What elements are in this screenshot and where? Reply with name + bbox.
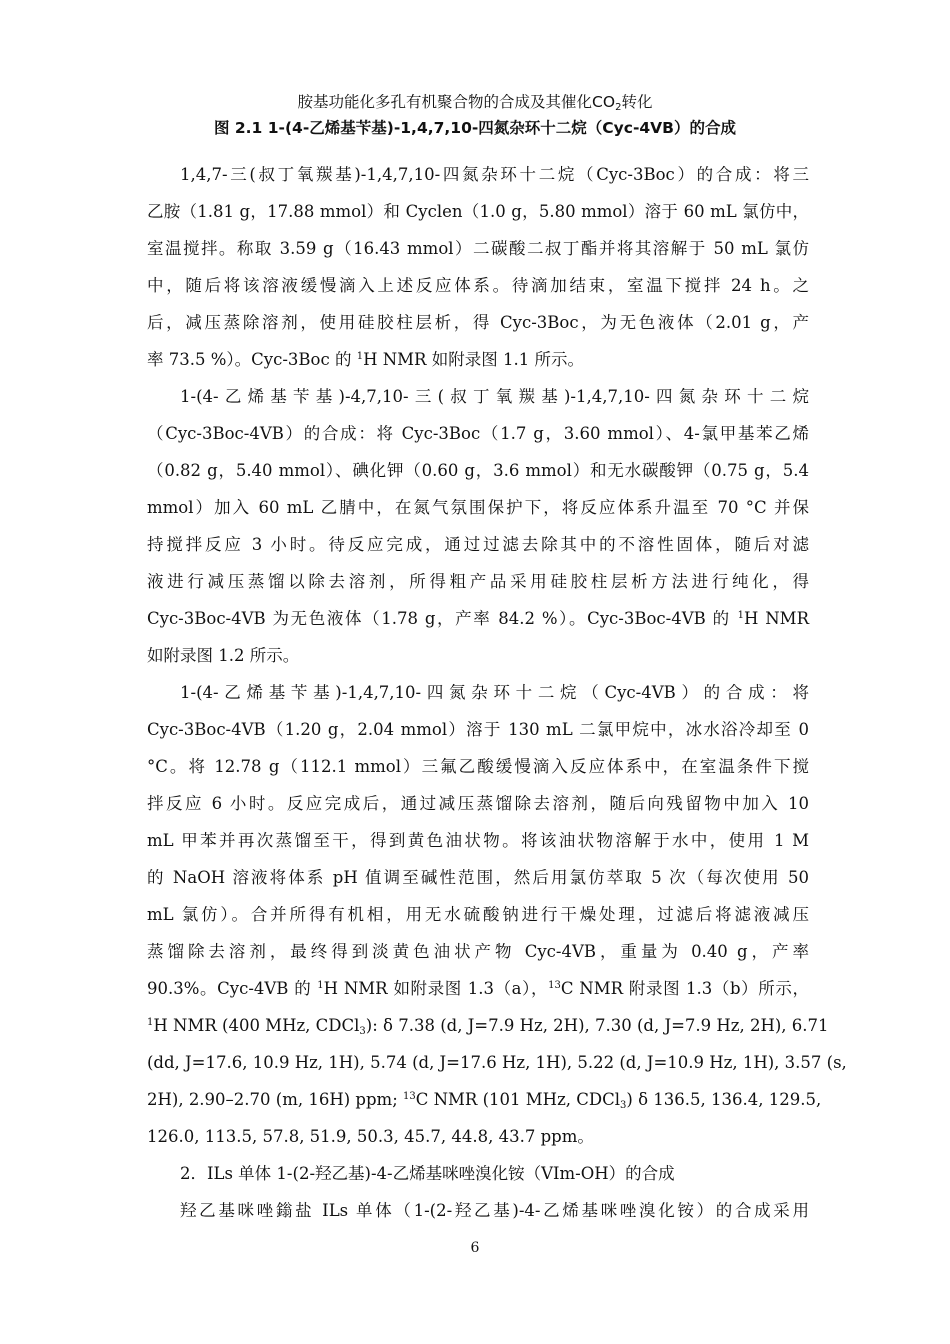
- text-line: [180, 164, 809, 186]
- line-text: 拌反应 6 小时。反应完成后，通过减压蒸馏除去溶剂，随后向残留物中加入 10: [147, 794, 809, 813]
- line-text: 率 73.5 %）。Cyc-3Boc 的: [147, 350, 357, 369]
- text-line: [147, 756, 809, 778]
- text-line: [147, 645, 809, 667]
- line-text: Cyc-3Boc-4VB（1.20 g，2.04 mmol）溶于 130 mL 二氯甲烷中，冰水浴冷却至 0: [147, 720, 809, 739]
- text-line: [147, 1015, 829, 1037]
- page-number: 6: [470, 1240, 480, 1256]
- line-text: 乙胺（1.81 g，17.88 mmol）和 Cyclen（1.0 g，5.80 mmol）溶于 60 mL 氯仿中，: [147, 202, 809, 221]
- text-line: [147, 534, 809, 556]
- line-text: H NMR: [743, 609, 809, 628]
- line-text: 后，减压蒸除溶剂，使用硅胶柱层析，得 Cyc-3Boc，为无色液体（2.01 g，产: [147, 313, 809, 332]
- superscript: 1: [356, 351, 364, 362]
- header-title-pre: 胺基功能化多孔有机聚合物的合成及其催化CO: [297, 93, 616, 111]
- text-line: [147, 1052, 847, 1074]
- text-line: [147, 460, 809, 482]
- superscript: 1: [147, 1017, 154, 1028]
- line-text: 的 NaOH 溶液将体系 pH 值调至碱性范围，然后用氯仿萃取 5 次（每次使用 50: [147, 868, 809, 887]
- text-line: [147, 275, 809, 297]
- text-line: [147, 201, 809, 223]
- line-text: 室温搅拌。称取 3.59 g（16.43 mmol）二碳酸二叔丁酯并将其溶解于 50 mL 氯仿: [147, 239, 809, 258]
- figure-caption: 图 2.1 1-(4-乙烯基苄基)-1,4,7,10-四氮杂环十二烷（Cyc-4VB）的合成: [213, 119, 736, 137]
- text-line: [147, 904, 809, 926]
- text-line: [147, 497, 809, 519]
- superscript: 13: [548, 980, 561, 991]
- line-text: (dd, J=17.6, 10.9 Hz, 1H), 5.74 (d, J=17.6 Hz, 1H), 5.22 (d, J=10.9 Hz, 1H), 3.57 (s,: [147, 1053, 847, 1072]
- superscript: 1: [737, 610, 744, 621]
- header-title-post: 转化: [621, 93, 653, 111]
- line-text: 持搅拌反应 3 小时。待反应完成，通过过滤去除其中的不溶性固体，随后对滤: [147, 535, 809, 554]
- line-text: mmol）加入 60 mL 乙腈中，在氮气氛围保护下，将反应体系升温至 70 °C 并保: [147, 498, 809, 517]
- text-line: [147, 349, 809, 371]
- line-text: 126.0, 113.5, 57.8, 51.9, 50.3, 45.7, 44.8, 43.7 ppm。: [147, 1127, 594, 1146]
- text-line: [147, 608, 809, 630]
- line-text: 2H), 2.90–2.70 (m, 16H) ppm;: [147, 1090, 403, 1109]
- line-text: °C。将 12.78 g（112.1 mmol）三氟乙酸缓慢滴入反应体系中，在室温条件下搅: [147, 757, 809, 776]
- text-line: [180, 1200, 809, 1222]
- text-line: [147, 978, 809, 1000]
- header-title-sub: 2: [615, 102, 622, 113]
- line-text: H NMR 如附录图 1.1 所示。: [363, 350, 584, 369]
- line-text: 如附录图 1.2 所示。: [147, 646, 300, 665]
- line-text: （Cyc-3Boc-4VB）的合成：将 Cyc-3Boc（1.7 g，3.60 mmol）、4-氯甲基苯乙烯: [147, 424, 809, 443]
- section-heading: [180, 1163, 809, 1185]
- text-line: [147, 312, 809, 334]
- text-line: [147, 830, 809, 852]
- text-line: [180, 386, 809, 408]
- line-text: C NMR 附录图 1.3（b）所示，: [560, 979, 809, 998]
- text-line: [147, 941, 809, 963]
- line-text: ): δ 7.38 (d, J=7.9 Hz, 2H), 7.30 (d, J=7.9 Hz, 2H), 6.71: [365, 1016, 829, 1035]
- text-line: [147, 793, 809, 815]
- text-line: [147, 1089, 822, 1111]
- line-text: 中，随后将该溶液缓慢滴入上述反应体系。待滴加结束，室温下搅拌 24 h。之: [147, 276, 809, 295]
- line-text: 2．ILs 单体 1-(2-羟乙基)-4-乙烯基咪唑溴化铵（VIm-OH）的合成: [180, 1164, 675, 1183]
- line-text: H NMR 如附录图 1.3（a），: [323, 979, 549, 998]
- line-text: Cyc-3Boc-4VB 为无色液体（1.78 g，产率 84.2 %）。Cyc-3Boc-4VB 的: [147, 609, 738, 628]
- line-text: 1-(4-乙烯基苄基)-4,7,10-三(叔丁氧羰基)-1,4,7,10-四氮杂环十二烷: [180, 387, 809, 406]
- text-line: [147, 571, 809, 593]
- superscript: 13: [403, 1091, 416, 1102]
- line-text: C NMR (101 MHz, CDCl: [415, 1090, 621, 1109]
- line-text: 1,4,7-三(叔丁氧羰基)-1,4,7,10-四氮杂环十二烷（Cyc-3Boc）的合成：将三: [180, 165, 809, 184]
- line-text: ) δ 136.5, 136.4, 129.5,: [626, 1090, 822, 1109]
- text-line: [147, 423, 809, 445]
- line-text: 蒸馏除去溶剂，最终得到淡黄色油状产物 Cyc-4VB，重量为 0.40 g，产率: [147, 942, 809, 961]
- line-text: 1-(4-乙烯基苄基)-1,4,7,10-四氮杂环十二烷（Cyc-4VB）的合成：将: [180, 683, 809, 702]
- text-line: [147, 867, 809, 889]
- text-line: [147, 238, 809, 260]
- line-text: 90.3%。Cyc-4VB 的: [147, 979, 318, 998]
- line-text: mL 甲苯并再次蒸馏至干，得到黄色油状物。将该油状物溶解于水中，使用 1 M: [147, 831, 809, 850]
- text-line: [147, 719, 809, 741]
- line-text: H NMR (400 MHz, CDCl: [153, 1016, 360, 1035]
- subscript: 3: [359, 1026, 366, 1037]
- running-header: [0, 92, 950, 112]
- text-line: [147, 1126, 809, 1148]
- line-text: （0.82 g，5.40 mmol）、碘化钾（0.60 g，3.6 mmol）和无水碳酸钾（0.75 g，5.4: [147, 461, 809, 480]
- line-text: 羟乙基咪唑鎓盐 ILs 单体（1-(2-羟乙基)-4-乙烯基咪唑溴化铵）的合成采用: [180, 1201, 809, 1220]
- subscript: 3: [620, 1100, 627, 1111]
- text-line: [180, 682, 809, 704]
- superscript: 1: [317, 980, 324, 991]
- line-text: mL 氯仿）。合并所得有机相，用无水硫酸钠进行干燥处理，过滤后将滤液减压: [147, 905, 809, 924]
- line-text: 液进行减压蒸馏以除去溶剂，所得粗产品采用硅胶柱层析方法进行纯化，得: [147, 572, 809, 591]
